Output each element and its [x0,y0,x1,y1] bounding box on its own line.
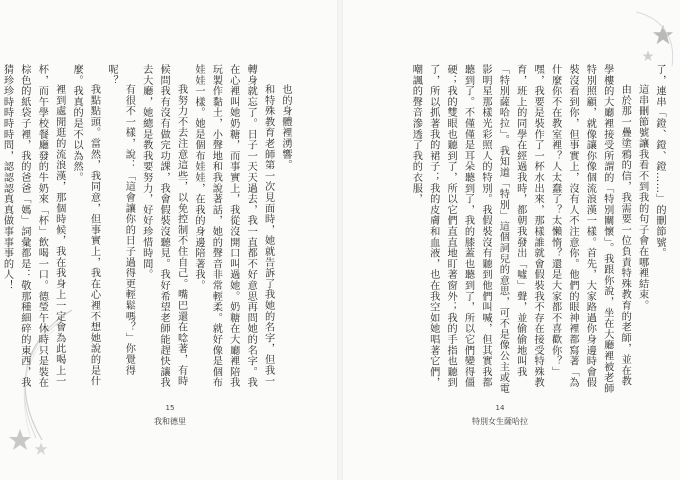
star-icon [34,442,48,456]
running-head: 特別女生薩哈拉 [472,417,528,426]
paragraph: 和特殊教育老師第一次見面時，她就告訴了我她的名字，但我一轉身就忘了。日子一天天過去，我一直都不好意思再問她的名字。我在心裡叫她奶糖，而事實上，我從沒開口叫過她。奶糖在大廳裡陪我玩製作黏土，小聲地和我說著話，她的聲音非常輕柔。就好像是個布娃娃一樣。她是個布娃娃，在我的身邊陪著我。 [192,64,274,388]
star-icon [8,428,32,452]
right-page-body [368,64,668,394]
paragraph: 由於那一疊塗鴉的信，我需要一位負責特殊教育的老師，並在教學樓的大廳裡接受所謂的「特別關懷」。我跟你說，坐在大廳裡被老師特別照顧，就像讓你像個流浪漢一樣。首先，大家路過你身邊時會假裝沒看到你，但事實上，沒有人不注意你。他們的眼神裡都寫著「為什麼你不在教室裡？人太蠢了？太懶惰？還是大家都不喜歡你？」嘿，我要是裝作了一杯水出來，那樣誰就會假裝我不存在接受特殊教育，班上的同學在經過我時，都朝我發出「噓」聲，並偷偷地叫我「特別薩哈拉」。我知道「特別」這個詞兒的意思，可不是像公主或電影明星那樣光彩照人的特別。我假裝沒有聽到他們叫喊，但其實我都聽到了。不僅僅是耳朵聽到了，我的膝蓋也聽到了，所以它們變得僵硬；我的雙眼也聽到了，所以它們直直地盯著窗外；我的手指也聽到了，所以抓著我的裙子；我的皮膚和血液，也在我空如她唱著它們，嘲諷的聲音滲透了我的衣服， [410,64,631,394]
paragraph: 有很不一樣，說：「這會讓你的日子過得更輕鬆嗎？」你覺得呢？ [105,64,135,376]
paragraph: 了，連串「鐙、鐙、鐙……」的刪節號。 [654,64,665,259]
page-number: 15 [165,404,175,412]
paragraph: 裡到處閒逛的流浪漢，那個時候，我在我身上一定會為此喝上一杯，而午學校餐廳發的牛奶來「杯」飲喝一口。德瑩午休時只是裝在棕色的紙袋子裡，我的爸爸「媽」詞彙都是：敬那種細碎的東西，我猜珍珍時時時時問，認認認真真做事事事的人！ [1,64,65,388]
paragraph: 這串刪節號讓我看不到我的句子會在哪裡結束。 [636,84,648,312]
left-page-body [1,64,294,394]
paragraph: 我努力不去注意這些，以免控制不住自己。嘴巴還在唸著，有時候問我有沒有做完功課，我會假裝沒聽見。我好希望老師能趕快讓我去大廳，她總是教我要努力，好好珍惜時間。 [140,64,187,388]
running-head: 我和德里 [154,417,186,426]
paragraph: 也的身體裡湧響。 [280,84,291,171]
paragraph: 我點點頭。當然，我同意，但事實上，我在心裡不想她說的是什麼。我真的是不以為然。 [71,64,100,387]
page-number: 14 [495,404,505,412]
right-page [342,0,680,480]
swirl-decoration-icon [632,8,680,68]
left-page [0,0,338,480]
